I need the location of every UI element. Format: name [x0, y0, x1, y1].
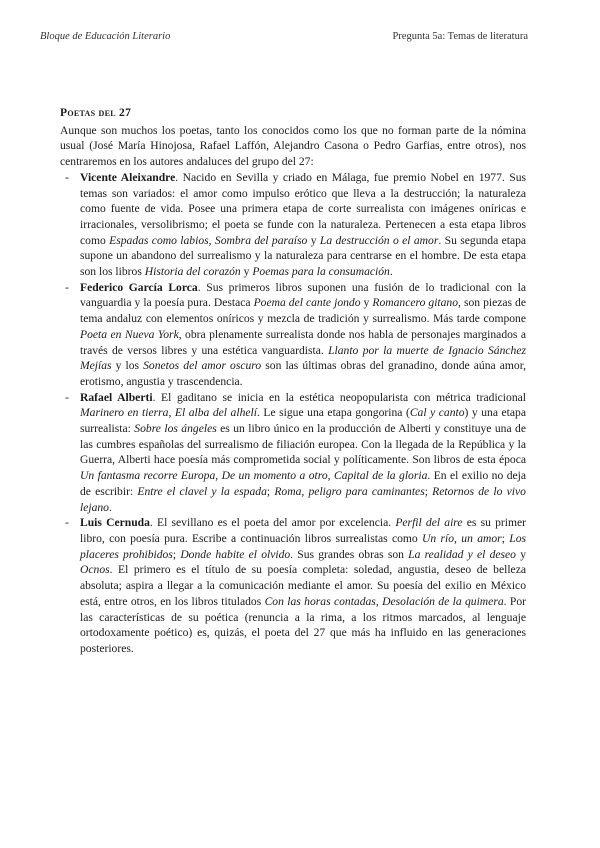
text-run: , [327, 469, 334, 483]
text-run: y [240, 265, 253, 279]
text-run: . [389, 265, 393, 279]
poet-description [80, 281, 526, 388]
poet-item [60, 280, 526, 390]
book-title: Llanto por la muerte de Ignacio Sánchez Mejías [80, 343, 527, 373]
text-run: ; [266, 484, 275, 498]
book-title: Cal y canto [409, 406, 465, 420]
text-run: . Le sigue una etapa gongorina ( [256, 406, 410, 420]
text-run: . Nacido en Sevilla y criado en Málaga, fue premio Nobel en 1977. Sus temas son variados: el amor como impulso erótico que lleva a la destrucción; la naturaleza como fuente de vida. Posee una primera etapa de corte surrealista con imágenes oníricas e irracionales, versolibrismo; el poeta se funde con la naturaleza. Pertenecen a esta etapa libros como [80, 170, 526, 247]
poets-list [60, 170, 526, 657]
poet-name: Luis Cernuda [80, 516, 150, 530]
poet-name: Federico García Lorca [80, 280, 198, 294]
book-title: Sombra del paraíso [214, 233, 308, 247]
text-run: y los [111, 359, 144, 373]
book-title: Roma, peligro para caminantes [274, 484, 425, 498]
header-left: Bloque de Educación Literario [40, 31, 171, 42]
text-run: ; [424, 484, 433, 498]
book-title: Historia del corazón [144, 265, 241, 279]
poet-item [60, 515, 526, 656]
section-title: Poetas del 27 [60, 107, 132, 119]
text-run: . [108, 500, 112, 514]
book-title: Desolación de la quimera [382, 594, 504, 608]
book-title: Marinero en tierra [80, 406, 169, 420]
text-run: , [168, 406, 175, 420]
text-run: , [215, 469, 222, 483]
poet-name: Vicente Aleixandre [80, 170, 176, 184]
text-run: , [375, 594, 383, 608]
book-title: Capital de la gloria [333, 469, 428, 483]
text-run: . El gaditano se inicia en la estética neopopularista con métrica tradicional [152, 390, 526, 404]
text-run: . Su segunda etapa supone un abandono del surrealismo y la naturaleza para centrarse en el hombre. De esta etapa son los libros [80, 233, 527, 279]
book-title: Con las horas contadas [264, 594, 376, 608]
header-right: Pregunta 5a: Temas de literatura [392, 31, 528, 42]
poet-description [80, 171, 526, 278]
poet-item [60, 390, 526, 516]
book-title: Romancero gitano [372, 296, 459, 310]
book-title: Poeta en Nueva York [80, 327, 179, 341]
document-body [60, 106, 526, 657]
book-title: Poemas para la consumación [252, 265, 390, 279]
text-run: es un libro único en la producción de Alberti y constituye una de las cumbres españolas del surrealismo de filiación europea. Con la llegada de la República y la Guerra, Alberti hace poesía más comprometida social y políticamente. Son libros de esta época [80, 422, 526, 467]
text-run: , [208, 233, 215, 247]
text-run: , obra plenamente surrealista donde nos habla de personajes marginados a través de versos libres y una estética vanguardista. [80, 327, 526, 357]
book-title: Perfil del aire [395, 516, 463, 530]
text-run: , son piezas de tema andaluz con elementos oníricos y mezcla de tradición y surrealismo. Más tarde compone [80, 296, 526, 326]
book-title: Poema del cante jondo [253, 296, 361, 310]
book-title: Un río, un amor [422, 531, 502, 545]
text-run: . Por las características de su poética (renuncia a la rima, a los ritmos marcados, al lenguaje ortodoxamente poético) es, quizás, el poeta del 27 que más ha influido en las generaciones posteriores. [80, 594, 526, 655]
poet-description [80, 391, 526, 514]
text-run: . El sevillano es el poeta del amor por excelencia. [149, 516, 396, 530]
text-run: . El primero es el título de su poesía completa: soledad, angustia, deseo de belleza absoluta; aspira a llegar a la comunicación mediante el amor. Su poesía del exilio en México está, entre otros, en los libros titulados [80, 563, 526, 608]
poet-description [80, 516, 526, 655]
text-run: ; [501, 531, 510, 545]
book-title: Un fantasma recorre Europa [80, 469, 216, 483]
book-title: Ocnos [80, 563, 110, 577]
text-run: . Sus primeros libros suponen una fusión de lo tradicional con la vanguardia y la poesía pura. Destaca [80, 280, 526, 310]
book-title: El alba del alhelí [174, 406, 257, 420]
poet-item [60, 170, 526, 280]
text-run: y [515, 547, 526, 561]
text-run: . Sus grandes obras son [290, 547, 409, 561]
text-run: es su primer libro, con poesía pura. Escribe a continuación libros surrealistas como [80, 516, 526, 545]
book-title: Sonetos del amor oscuro [143, 359, 262, 373]
text-run: ; [172, 547, 181, 561]
book-title: Los placeres prohibidos [80, 531, 527, 561]
text-run: y [360, 296, 373, 310]
book-title: Entre el clavel y la espada [137, 484, 267, 498]
text-run: son las últimas obras del granadino, donde aúna amor, erotismo, angustia y trascendencia. [80, 359, 526, 388]
book-title: La destrucción o el amor [319, 233, 439, 247]
intro-paragraph: Aunque son muchos los poetas, tanto los conocidos como los que no forman parte de la nómina usual (José María Hinojosa, Rafael Laffón, Alejandro Casona o Pedro Garfias, entre otros), nos centraremos en los autores andaluces del grupo del 27: [60, 123, 526, 169]
book-title: La realidad y el deseo [408, 547, 516, 561]
book-title: De un momento a otro [221, 469, 328, 483]
poet-name: Rafael Alberti [80, 390, 153, 404]
text-run: ) y una etapa surrealista: [80, 406, 526, 436]
book-title: Sobre los ángeles [134, 422, 217, 436]
book-title: Espadas como labios [109, 233, 209, 247]
text-run: y [307, 233, 320, 247]
book-title: Retornos de lo vivo lejano [80, 484, 526, 514]
text-run: . En el exilio no deja de escribir: [80, 469, 527, 498]
book-title: Donde habite el olvido [180, 547, 291, 561]
